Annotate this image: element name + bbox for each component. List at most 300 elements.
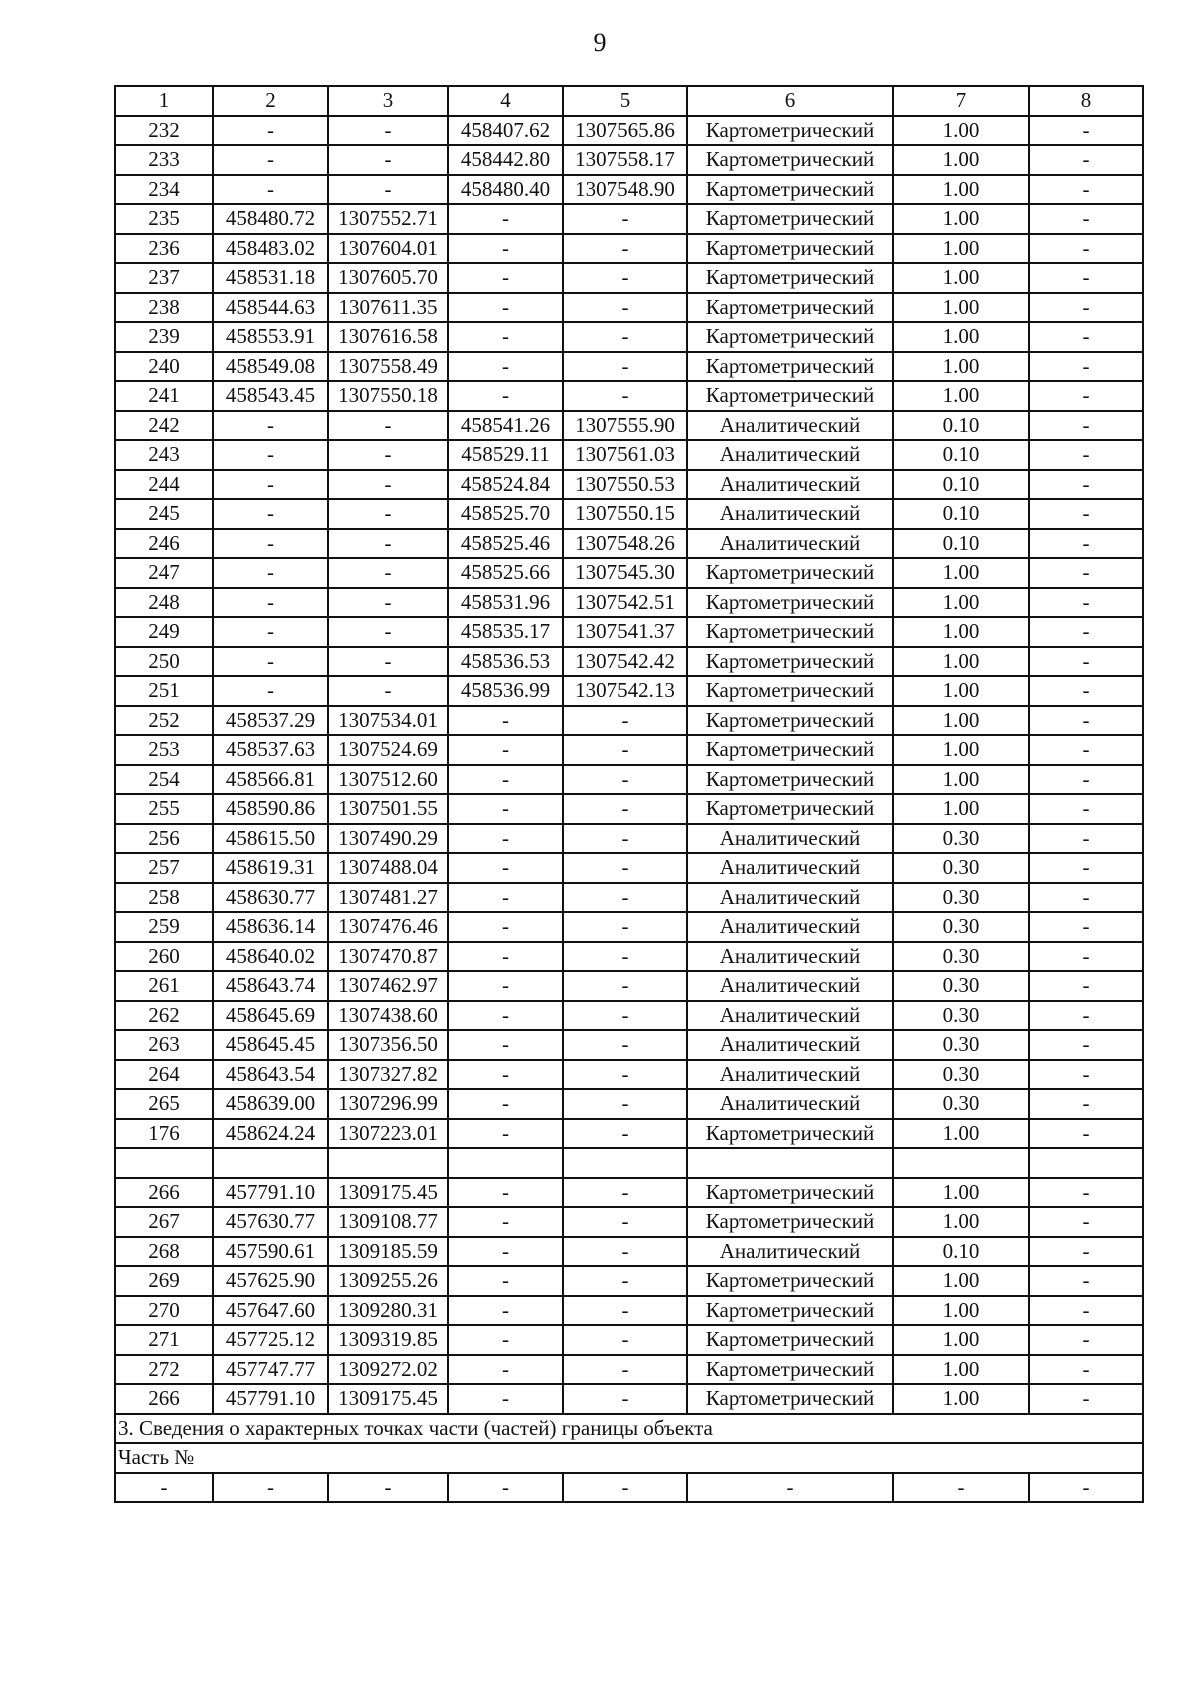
- table-cell: 1.00: [893, 706, 1029, 736]
- table-row: [115, 647, 1143, 677]
- table-cell: -: [1029, 381, 1143, 411]
- table-cell: 232: [115, 116, 213, 146]
- table-cell: -: [563, 1473, 687, 1503]
- table-cell: -: [563, 1266, 687, 1296]
- table-cell: Картометрический: [687, 1325, 893, 1355]
- table-row: [115, 1119, 1143, 1149]
- table-cell: -: [1029, 676, 1143, 706]
- table-cell: -: [213, 116, 328, 146]
- table-cell: 1307438.60: [328, 1001, 448, 1031]
- table-cell: 1307542.42: [563, 647, 687, 677]
- table-cell: 1307552.71: [328, 204, 448, 234]
- table-cell: 458544.63: [213, 293, 328, 323]
- table-cell: 1.00: [893, 735, 1029, 765]
- table-cell: [1029, 1148, 1143, 1178]
- table-cell: 1307223.01: [328, 1119, 448, 1149]
- table-cell: Аналитический: [687, 499, 893, 529]
- table-cell: [448, 1148, 563, 1178]
- table-cell: 243: [115, 440, 213, 470]
- table-cell: -: [563, 1207, 687, 1237]
- table-cell: Картометрический: [687, 1355, 893, 1385]
- table-cell: -: [1029, 1355, 1143, 1385]
- table-cell: 1.00: [893, 676, 1029, 706]
- table-cell: Аналитический: [687, 440, 893, 470]
- table-cell: Аналитический: [687, 912, 893, 942]
- table-cell: 1.00: [893, 617, 1029, 647]
- table-cell: -: [328, 411, 448, 441]
- table-cell: -: [448, 1325, 563, 1355]
- table-cell: -: [1029, 735, 1143, 765]
- table-cell: 256: [115, 824, 213, 854]
- table-cell: -: [448, 765, 563, 795]
- table-cell: Картометрический: [687, 116, 893, 146]
- table-row: [115, 175, 1143, 205]
- table-cell: 238: [115, 293, 213, 323]
- table-cell: Картометрический: [687, 1296, 893, 1326]
- table-cell: -: [213, 676, 328, 706]
- table-cell: 0.10: [893, 411, 1029, 441]
- table-cell: -: [213, 499, 328, 529]
- header-cell: 1: [115, 86, 213, 116]
- table-cell: [213, 1148, 328, 1178]
- header-cell: 8: [1029, 86, 1143, 116]
- table-cell: -: [563, 1355, 687, 1385]
- table-row: [115, 145, 1143, 175]
- table-cell: Картометрический: [687, 175, 893, 205]
- table-cell: 1.00: [893, 647, 1029, 677]
- table-cell: 1.00: [893, 765, 1029, 795]
- table-cell: -: [448, 1178, 563, 1208]
- table-cell: 266: [115, 1384, 213, 1414]
- table-cell: 458525.66: [448, 558, 563, 588]
- table-cell: -: [563, 1089, 687, 1119]
- table-cell: -: [1029, 706, 1143, 736]
- table-cell: 249: [115, 617, 213, 647]
- table-cell: -: [328, 558, 448, 588]
- table-cell: 1307616.58: [328, 322, 448, 352]
- table-cell: -: [563, 1119, 687, 1149]
- table-cell: -: [328, 470, 448, 500]
- table-cell: 251: [115, 676, 213, 706]
- table-cell: Картометрический: [687, 381, 893, 411]
- table-cell: -: [448, 971, 563, 1001]
- table-cell: 458525.46: [448, 529, 563, 559]
- table-cell: 458643.74: [213, 971, 328, 1001]
- table-cell: 272: [115, 1355, 213, 1385]
- table-row: [115, 971, 1143, 1001]
- table-cell: 1307550.53: [563, 470, 687, 500]
- table-cell: 176: [115, 1119, 213, 1149]
- table-row: [115, 322, 1143, 352]
- table-cell: 1307490.29: [328, 824, 448, 854]
- table-cell: -: [1029, 1207, 1143, 1237]
- table-cell: -: [563, 1030, 687, 1060]
- table-cell: 1307558.49: [328, 352, 448, 382]
- table-cell: -: [1029, 588, 1143, 618]
- table-row: [115, 411, 1143, 441]
- table-cell: -: [1029, 912, 1143, 942]
- table-cell: 1309272.02: [328, 1355, 448, 1385]
- table-cell: -: [1029, 234, 1143, 264]
- table-cell: -: [1029, 794, 1143, 824]
- table-cell: Картометрический: [687, 145, 893, 175]
- table-cell: Аналитический: [687, 529, 893, 559]
- table-cell: -: [563, 1237, 687, 1267]
- table-cell: 1.00: [893, 588, 1029, 618]
- table-cell: 1307611.35: [328, 293, 448, 323]
- table-cell: 1307550.18: [328, 381, 448, 411]
- table-cell: 0.30: [893, 1030, 1029, 1060]
- table-cell: 1307512.60: [328, 765, 448, 795]
- table-cell: 1307550.15: [563, 499, 687, 529]
- header-cell: 3: [328, 86, 448, 116]
- table-cell: -: [213, 1473, 328, 1503]
- table-cell: 1307542.13: [563, 676, 687, 706]
- table-row: [115, 1148, 1143, 1178]
- table-cell: 269: [115, 1266, 213, 1296]
- table-cell: -: [563, 234, 687, 264]
- table-cell: 457590.61: [213, 1237, 328, 1267]
- table-cell: 248: [115, 588, 213, 618]
- table-cell: Картометрический: [687, 1384, 893, 1414]
- table-cell: 0.30: [893, 1060, 1029, 1090]
- table-cell: 1307470.87: [328, 942, 448, 972]
- table-cell: 253: [115, 735, 213, 765]
- table-cell: 458645.69: [213, 1001, 328, 1031]
- table-cell: 457725.12: [213, 1325, 328, 1355]
- table-cell: 1309255.26: [328, 1266, 448, 1296]
- table-cell: Картометрический: [687, 676, 893, 706]
- table-cell: 457791.10: [213, 1178, 328, 1208]
- part-label-row: [115, 1443, 1143, 1473]
- table-cell: 1.00: [893, 381, 1029, 411]
- table-cell: 1.00: [893, 263, 1029, 293]
- table-cell: 457791.10: [213, 1384, 328, 1414]
- table-cell: 1309319.85: [328, 1325, 448, 1355]
- table-cell: 1307604.01: [328, 234, 448, 264]
- table-cell: -: [213, 470, 328, 500]
- table-cell: Аналитический: [687, 470, 893, 500]
- table-cell: 1.00: [893, 1296, 1029, 1326]
- table-cell: 458624.24: [213, 1119, 328, 1149]
- table-cell: -: [448, 1266, 563, 1296]
- table-cell: -: [328, 647, 448, 677]
- table-cell: -: [448, 1119, 563, 1149]
- table-cell: 1307488.04: [328, 853, 448, 883]
- table-row: [115, 263, 1143, 293]
- table-cell: Картометрический: [687, 263, 893, 293]
- table-cell: 1307542.51: [563, 588, 687, 618]
- table-cell: -: [328, 529, 448, 559]
- table-cell: [893, 1148, 1029, 1178]
- table-cell: 1.00: [893, 1384, 1029, 1414]
- table-cell: 244: [115, 470, 213, 500]
- table-cell: 458536.53: [448, 647, 563, 677]
- table-cell: -: [448, 706, 563, 736]
- table-cell: Картометрический: [687, 558, 893, 588]
- table-cell: 1.00: [893, 1207, 1029, 1237]
- table-cell: 458442.80: [448, 145, 563, 175]
- table-cell: -: [1029, 1001, 1143, 1031]
- table-cell: 1307534.01: [328, 706, 448, 736]
- table-cell: -: [1029, 440, 1143, 470]
- table-cell: -: [328, 1473, 448, 1503]
- table-cell: 1.00: [893, 204, 1029, 234]
- table-cell: 1.00: [893, 352, 1029, 382]
- table-row: [115, 617, 1143, 647]
- table-cell: 1.00: [893, 1355, 1029, 1385]
- table-cell: -: [448, 942, 563, 972]
- table-cell: 0.30: [893, 1089, 1029, 1119]
- table-cell: [328, 1148, 448, 1178]
- table-cell: Аналитический: [687, 1060, 893, 1090]
- table-cell: 259: [115, 912, 213, 942]
- table-row: [115, 1001, 1143, 1031]
- table-cell: 1309175.45: [328, 1384, 448, 1414]
- table-cell: -: [1029, 824, 1143, 854]
- table-cell: -: [563, 971, 687, 1001]
- table-cell: 458537.29: [213, 706, 328, 736]
- table-row: [115, 352, 1143, 382]
- page-number: 9: [593, 28, 607, 57]
- table-cell: Аналитический: [687, 883, 893, 913]
- table-cell: 0.30: [893, 853, 1029, 883]
- table-cell: Картометрический: [687, 352, 893, 382]
- table-cell: Аналитический: [687, 1089, 893, 1119]
- table-row: [115, 912, 1143, 942]
- table-cell: -: [1029, 765, 1143, 795]
- table-cell: 458536.99: [448, 676, 563, 706]
- table-cell: Аналитический: [687, 1001, 893, 1031]
- table-row: [115, 440, 1143, 470]
- table-cell: 458549.08: [213, 352, 328, 382]
- table-cell: -: [563, 352, 687, 382]
- table-cell: 0.30: [893, 883, 1029, 913]
- table-cell: 458535.17: [448, 617, 563, 647]
- table-cell: 1.00: [893, 175, 1029, 205]
- table-cell: -: [328, 116, 448, 146]
- table-cell: -: [213, 647, 328, 677]
- table-cell: -: [1029, 853, 1143, 883]
- header-cell: 5: [563, 86, 687, 116]
- table-cell: 1307481.27: [328, 883, 448, 913]
- table-cell: 0.10: [893, 1237, 1029, 1267]
- table-cell: 263: [115, 1030, 213, 1060]
- table-row: [115, 381, 1143, 411]
- table-cell: -: [563, 1384, 687, 1414]
- table-cell: -: [1029, 1473, 1143, 1503]
- table-cell: -: [1029, 175, 1143, 205]
- table-cell: -: [563, 1296, 687, 1326]
- table-cell: -: [687, 1473, 893, 1503]
- table-cell: -: [213, 175, 328, 205]
- table-cell: 1307555.90: [563, 411, 687, 441]
- table-row: [115, 706, 1143, 736]
- table-cell: -: [563, 322, 687, 352]
- table-cell: 1.00: [893, 145, 1029, 175]
- table-cell: 241: [115, 381, 213, 411]
- table-row: [115, 116, 1143, 146]
- table-cell: 258: [115, 883, 213, 913]
- table-cell: -: [448, 1207, 563, 1237]
- table-cell: -: [213, 529, 328, 559]
- table-cell: -: [1029, 322, 1143, 352]
- table-cell: 0.30: [893, 824, 1029, 854]
- table-cell: 458531.96: [448, 588, 563, 618]
- table-cell: 458531.18: [213, 263, 328, 293]
- table-row: [115, 499, 1143, 529]
- table-cell: 250: [115, 647, 213, 677]
- table-cell: Аналитический: [687, 942, 893, 972]
- table-cell: 1307462.97: [328, 971, 448, 1001]
- table-cell: 260: [115, 942, 213, 972]
- table-cell: Картометрический: [687, 1266, 893, 1296]
- table-row: [115, 234, 1143, 264]
- table-cell: 1.00: [893, 1119, 1029, 1149]
- table-cell: -: [448, 293, 563, 323]
- table-cell: -: [448, 912, 563, 942]
- table-cell: -: [1029, 116, 1143, 146]
- table-cell: Аналитический: [687, 1030, 893, 1060]
- table-cell: -: [213, 588, 328, 618]
- table-cell: -: [1029, 529, 1143, 559]
- table-cell: -: [563, 912, 687, 942]
- table-cell: 257: [115, 853, 213, 883]
- table-cell: Картометрический: [687, 322, 893, 352]
- table-cell: 1.00: [893, 558, 1029, 588]
- table-cell: Аналитический: [687, 853, 893, 883]
- table-cell: 458619.31: [213, 853, 328, 883]
- table-cell: -: [448, 381, 563, 411]
- table-cell: -: [1029, 293, 1143, 323]
- table-cell: 458630.77: [213, 883, 328, 913]
- table-cell: -: [563, 853, 687, 883]
- table-cell: [563, 1148, 687, 1178]
- table-cell: 458529.11: [448, 440, 563, 470]
- table-cell: Картометрический: [687, 647, 893, 677]
- table-cell: 270: [115, 1296, 213, 1326]
- table-cell: 1307476.46: [328, 912, 448, 942]
- table-cell: -: [563, 263, 687, 293]
- table-cell: 252: [115, 706, 213, 736]
- table-cell: -: [448, 1237, 563, 1267]
- table-cell: 0.10: [893, 529, 1029, 559]
- table-cell: 458525.70: [448, 499, 563, 529]
- table-row: [115, 1355, 1143, 1385]
- table-cell: Картометрический: [687, 1119, 893, 1149]
- table-cell: 1.00: [893, 322, 1029, 352]
- header-cell: 2: [213, 86, 328, 116]
- header-cell: 6: [687, 86, 893, 116]
- table-cell: 271: [115, 1325, 213, 1355]
- table-cell: -: [1029, 883, 1143, 913]
- table-cell: -: [213, 145, 328, 175]
- table-cell: 267: [115, 1207, 213, 1237]
- table-cell: Картометрический: [687, 794, 893, 824]
- table-cell: Аналитический: [687, 971, 893, 1001]
- footer-row: [115, 1473, 1143, 1503]
- table-cell: 458483.02: [213, 234, 328, 264]
- table-cell: -: [1029, 1296, 1143, 1326]
- table-cell: 0.10: [893, 440, 1029, 470]
- table-cell: 458615.50: [213, 824, 328, 854]
- table-cell: -: [1029, 1119, 1143, 1149]
- table-cell: -: [1029, 499, 1143, 529]
- table-cell: 1307548.90: [563, 175, 687, 205]
- table-cell: 236: [115, 234, 213, 264]
- table-cell: Картометрический: [687, 234, 893, 264]
- table-row: [115, 1207, 1143, 1237]
- table-row: [115, 1060, 1143, 1090]
- table-row: [115, 735, 1143, 765]
- table-cell: [115, 1148, 213, 1178]
- table-cell: Аналитический: [687, 411, 893, 441]
- table-cell: -: [563, 293, 687, 323]
- table-cell: 1.00: [893, 1178, 1029, 1208]
- table-cell: -: [448, 1473, 563, 1503]
- table-cell: Картометрический: [687, 588, 893, 618]
- table-cell: Картометрический: [687, 204, 893, 234]
- table-cell: -: [1029, 204, 1143, 234]
- table-row: [115, 794, 1143, 824]
- table-cell: -: [1029, 411, 1143, 441]
- table-row: [115, 1325, 1143, 1355]
- table-cell: 0.10: [893, 499, 1029, 529]
- table-cell: 1.00: [893, 234, 1029, 264]
- table-row: [115, 470, 1143, 500]
- table-cell: 268: [115, 1237, 213, 1267]
- table-cell: 457630.77: [213, 1207, 328, 1237]
- section-title: 3. Сведения о характерных точках части (частей) границы объекта: [115, 1414, 1143, 1444]
- table-cell: 457747.77: [213, 1355, 328, 1385]
- table-cell: 262: [115, 1001, 213, 1031]
- table-row: [115, 676, 1143, 706]
- table-cell: 239: [115, 322, 213, 352]
- table-cell: 0.10: [893, 470, 1029, 500]
- table-row: [115, 588, 1143, 618]
- table-cell: 457647.60: [213, 1296, 328, 1326]
- table-cell: -: [1029, 1060, 1143, 1090]
- table-cell: Картометрический: [687, 765, 893, 795]
- table-cell: 458640.02: [213, 942, 328, 972]
- table-row: [115, 558, 1143, 588]
- table-cell: -: [1029, 1178, 1143, 1208]
- table-cell: 458524.84: [448, 470, 563, 500]
- table-cell: 458590.86: [213, 794, 328, 824]
- table-cell: 1.00: [893, 1325, 1029, 1355]
- table-cell: 1307327.82: [328, 1060, 448, 1090]
- table-cell: -: [448, 1384, 563, 1414]
- table-cell: 458537.63: [213, 735, 328, 765]
- table-cell: 457625.90: [213, 1266, 328, 1296]
- table-cell: 1.00: [893, 116, 1029, 146]
- table-cell: -: [563, 942, 687, 972]
- table-cell: 1.00: [893, 293, 1029, 323]
- table-cell: 246: [115, 529, 213, 559]
- table-cell: Картометрический: [687, 617, 893, 647]
- table-cell: -: [1029, 145, 1143, 175]
- table-cell: -: [213, 411, 328, 441]
- table-row: [115, 1030, 1143, 1060]
- table-cell: 1309185.59: [328, 1237, 448, 1267]
- table-cell: -: [1029, 1266, 1143, 1296]
- table-cell: -: [563, 824, 687, 854]
- table-cell: -: [448, 234, 563, 264]
- section-title-row: [115, 1414, 1143, 1444]
- table-row: [115, 883, 1143, 913]
- table-cell: 261: [115, 971, 213, 1001]
- table-cell: 1307524.69: [328, 735, 448, 765]
